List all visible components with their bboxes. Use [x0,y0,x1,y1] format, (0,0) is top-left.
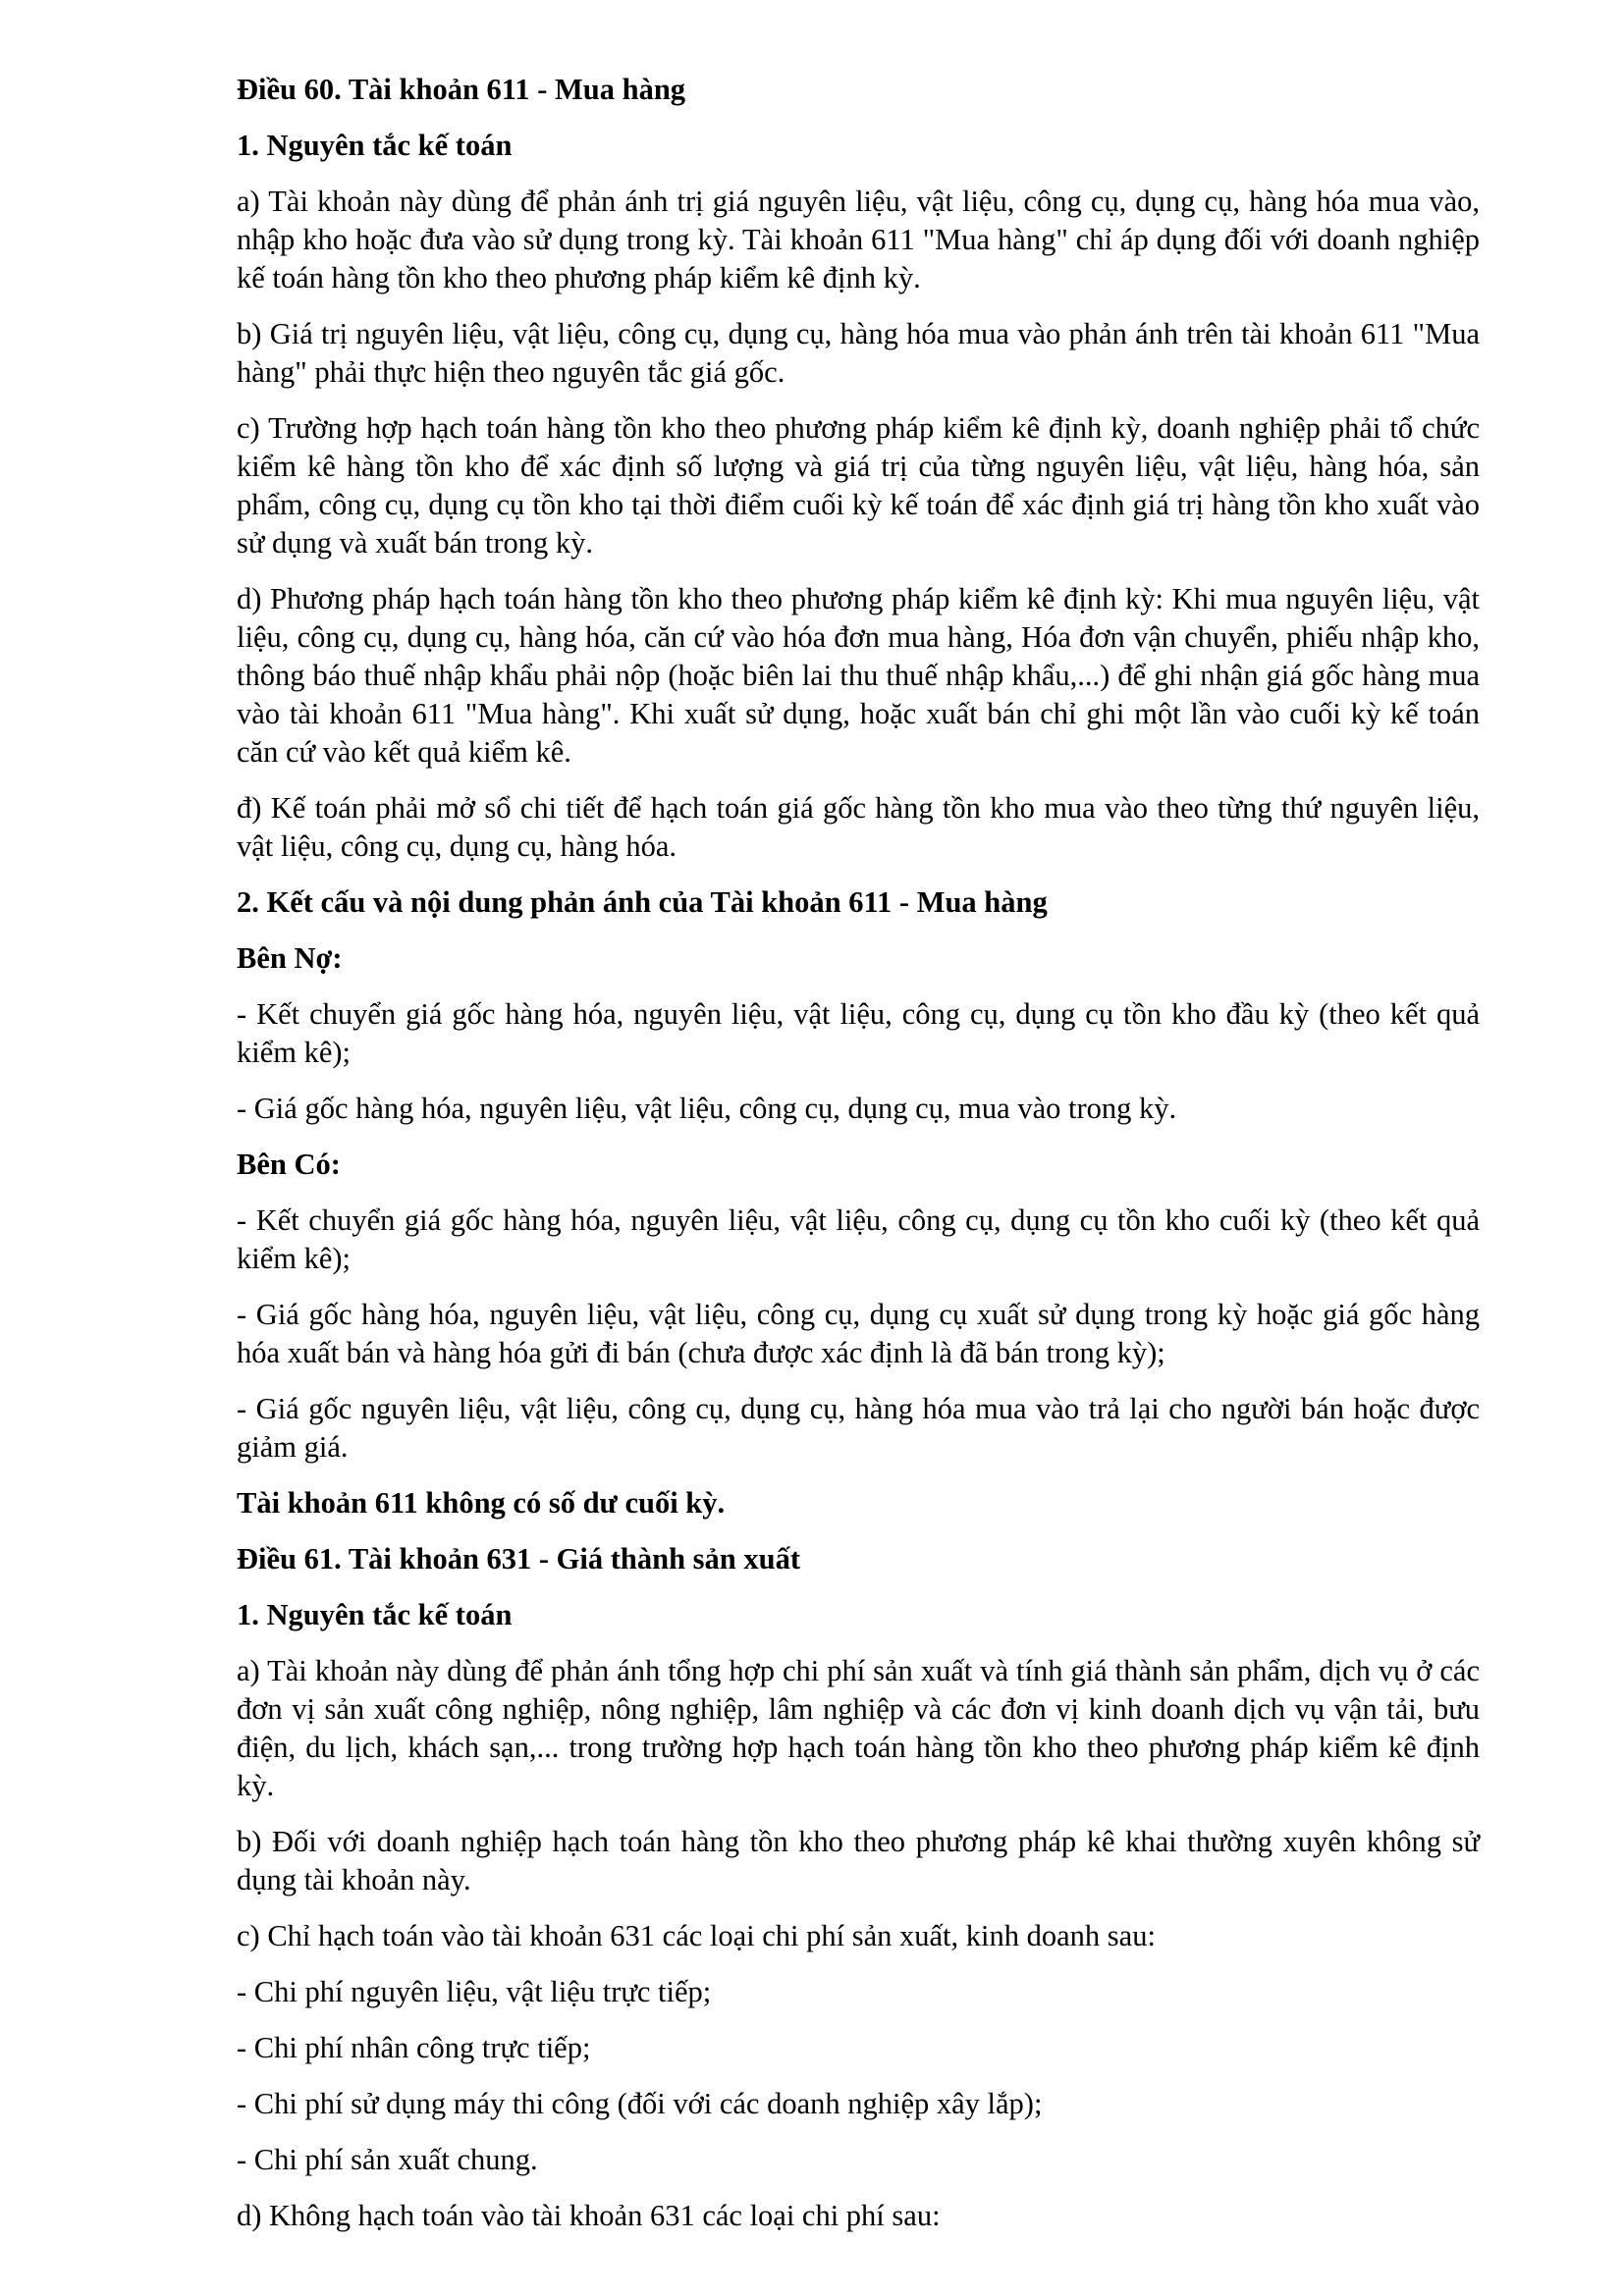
balance-note: Tài khoản 611 không có số dư cuối kỳ. [237,1486,726,1520]
article-61-paragraph-d: d) Không hạch toán vào tài khoản 631 các loại chi phí sau: [237,2199,941,2232]
debit-item: - Kết chuyển giá gốc hàng hóa, nguyên liệu, vật liệu, công cụ, dụng cụ tồn kho đầu kỳ (theo kết quả kiểm kê); [237,997,1480,1069]
cost-item: - Chi phí nhân công trực tiếp; [237,2031,591,2064]
article-61-paragraph-c: c) Chỉ hạch toán vào tài khoản 631 các loại chi phí sản xuất, kinh doanh sau: [237,1919,1156,1952]
cost-item: - Chi phí sản xuất chung. [237,2143,538,2176]
article-60-title: Điều 60. Tài khoản 611 - Mua hàng [237,73,686,106]
credit-item: - Giá gốc nguyên liệu, vật liệu, công cụ, dụng cụ, hàng hóa mua vào trả lại cho người bán hoặc được giảm giá. [237,1392,1480,1464]
credit-item: - Giá gốc hàng hóa, nguyên liệu, vật liệu, công cụ, dụng cụ xuất sử dụng trong kỳ hoặc giá gốc hàng hóa xuất bán và hàng hóa gửi đi bán (chưa được xác định là đã bán trong kỳ); [237,1298,1480,1369]
cost-item: - Chi phí nguyên liệu, vật liệu trực tiếp; [237,1975,712,2008]
article-60-paragraph-a: a) Tài khoản này dùng để phản ánh trị giá nguyên liệu, vật liệu, công cụ, dụng cụ, hàng hóa mua vào, nhập kho hoặc đưa vào sử dụng trong kỳ. Tài khoản 611 "Mua hàng" chỉ áp dụng đối với doanh nghiệp kế toán hàng tồn kho theo phương pháp kiểm kê định kỳ. [237,185,1480,294]
credit-item: - Kết chuyển giá gốc hàng hóa, nguyên liệu, vật liệu, công cụ, dụng cụ tồn kho cuối kỳ (theo kết quả kiểm kê); [237,1203,1480,1275]
document-page [237,71,1480,2253]
article-60-section-2-title: 2. Kết cấu và nội dung phản ánh của Tài khoản 611 - Mua hàng [237,885,1048,919]
article-60-paragraph-d: d) Phương pháp hạch toán hàng tồn kho theo phương pháp kiểm kê định kỳ: Khi mua nguyên liệu, vật liệu, công cụ, dụng cụ, hàng hóa, căn cứ vào hóa đơn mua hàng, Hóa đơn vận chuyển, phiếu nhập kho, thông báo thuế nhập khẩu phải nộp (hoặc biên lai thu thuế nhập khẩu,...) để ghi nhận giá gốc hàng mua vào tài khoản 611 "Mua hàng". Khi xuất sử dụng, hoặc xuất bán chỉ ghi một lần vào cuối kỳ kế toán căn cứ vào kết quả kiểm kê. [237,582,1480,769]
article-60-paragraph-b: b) Giá trị nguyên liệu, vật liệu, công cụ, dụng cụ, hàng hóa mua vào phản ánh trên tài khoản 611 "Mua hàng" phải thực hiện theo nguyên tắc giá gốc. [237,317,1480,389]
article-61-paragraph-b: b) Đối với doanh nghiệp hạch toán hàng tồn kho theo phương pháp kê khai thường xuyên không sử dụng tài khoản này. [237,1825,1480,1896]
debit-item: - Giá gốc hàng hóa, nguyên liệu, vật liệu, công cụ, dụng cụ, mua vào trong kỳ. [237,1092,1177,1125]
debit-side-title: Bên Nợ: [237,941,343,975]
article-60-paragraph-c: c) Trường hợp hạch toán hàng tồn kho theo phương pháp kiểm kê định kỳ, doanh nghiệp phải tổ chức kiểm kê hàng tồn kho để xác định số lượng và giá trị của từng nguyên liệu, vật liệu, hàng hóa, sản phẩm, công cụ, dụng cụ tồn kho tại thời điểm cuối kỳ kế toán để xác định giá trị hàng tồn kho xuất vào sử dụng và xuất bán trong kỳ. [237,411,1480,560]
credit-side-title: Bên Có: [237,1148,341,1181]
article-60-paragraph-dd: đ) Kế toán phải mở sổ chi tiết để hạch toán giá gốc hàng tồn kho mua vào theo từng thứ nguyên liệu, vật liệu, công cụ, dụng cụ, hàng hóa. [237,791,1480,863]
article-61-paragraph-a: a) Tài khoản này dùng để phản ánh tổng hợp chi phí sản xuất và tính giá thành sản phẩm, dịch vụ ở các đơn vị sản xuất công nghiệp, nông nghiệp, lâm nghiệp và các đơn vị kinh doanh dịch vụ vận tải, bưu điện, du lịch, khách sạn,... trong trường hợp hạch toán hàng tồn kho theo phương pháp kiểm kê định kỳ. [237,1654,1480,1802]
article-61-section-1-title: 1. Nguyên tắc kế toán [237,1598,513,1631]
article-61-title: Điều 61. Tài khoản 631 - Giá thành sản xuất [237,1542,801,1575]
cost-item: - Chi phí sử dụng máy thi công (đối với các doanh nghiệp xây lắp); [237,2087,1043,2120]
article-60-section-1-title: 1. Nguyên tắc kế toán [237,129,513,162]
